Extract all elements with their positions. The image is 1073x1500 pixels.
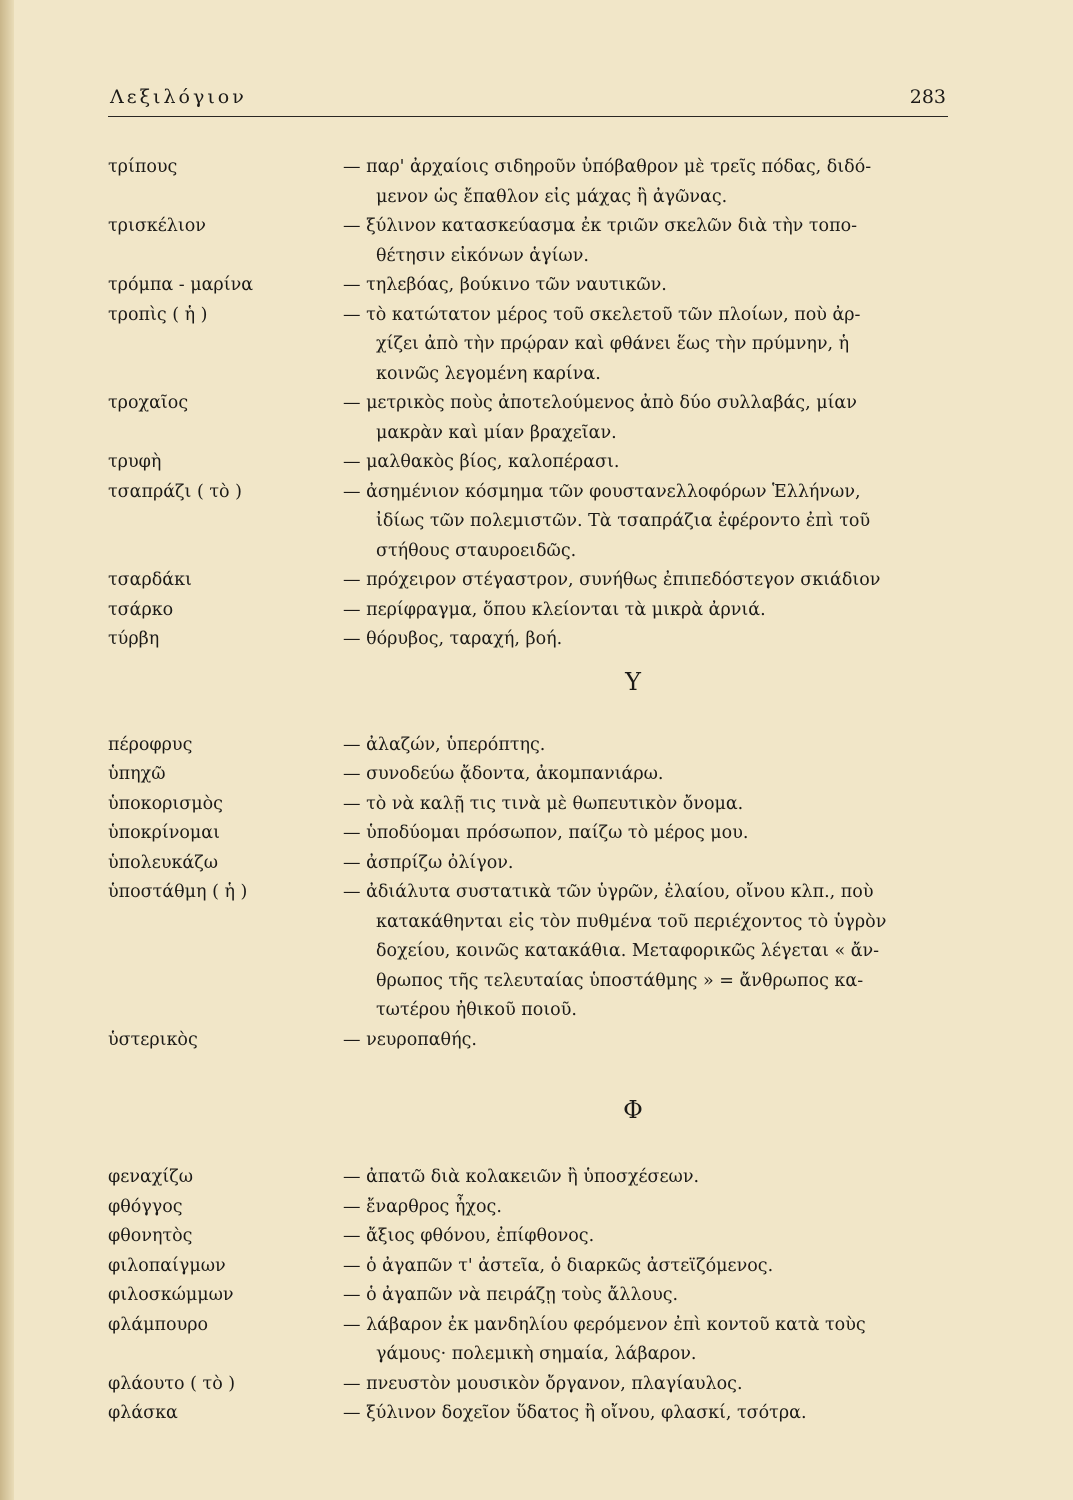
definition-line: — λάβαρον ἐκ μανδηλίου φερόμενον ἐπὶ κοντοῦ κατὰ τοὺς: [343, 1314, 866, 1335]
glossary-entry: [108, 153, 948, 212]
glossary-entry: [108, 1026, 948, 1056]
entry-term: τροπὶς ( ἡ ): [108, 304, 208, 325]
definition-line: — ἔναρθρος ἦχος.: [343, 1196, 502, 1217]
entry-definition: [343, 301, 948, 390]
definition-line: μενον ὡς ἔπαθλον εἰς μάχας ἢ ἀγῶνας.: [376, 186, 728, 207]
glossary-entry: [108, 819, 948, 849]
definition-line: κοινῶς λεγομένη καρίνα.: [376, 363, 601, 384]
entry-definition: [343, 1370, 948, 1400]
definition-line: κατακάθηνται εἰς τὸν πυθμένα τοῦ περιέχοντος τὸ ὑγρὸν: [376, 911, 887, 932]
entry-definition: [343, 625, 948, 655]
entry-definition: [343, 819, 948, 849]
glossary-entry: [108, 1311, 948, 1370]
entry-term: τρυφὴ: [108, 452, 162, 472]
glossary-entry: [108, 566, 948, 596]
entry-term: τροχαῖος: [108, 393, 189, 413]
entry-definition: [343, 1163, 948, 1193]
entry-term: τσαρδάκι: [108, 570, 192, 590]
running-header: [108, 86, 948, 117]
entry-definition: [343, 212, 948, 271]
glossary-entry: [108, 625, 948, 655]
glossary-entry: [108, 1222, 948, 1252]
definition-line: δοχείου, κοινῶς κατακάθια. Μεταφορικῶς λέγεται « ἄν-: [376, 941, 880, 961]
glossary-entry: [108, 389, 948, 448]
glossary-entry: [108, 1370, 948, 1400]
definition-line: — νευροπαθής.: [343, 1029, 477, 1050]
definition-line: — ὑποδύομαι πρόσωπον, παίζω τὸ μέρος μου.: [343, 823, 749, 843]
definition-line: μακρὰν καὶ μίαν βραχεῖαν.: [376, 422, 617, 443]
definition-line: — ἀλαζών, ὑπερόπτης.: [343, 734, 546, 755]
entry-term: τσαπράζι ( τὸ ): [108, 481, 242, 502]
entry-term: φθόγγος: [108, 1196, 183, 1217]
entry-term: φθονητὸς: [108, 1226, 193, 1246]
definition-line: — μετρικὸς ποὺς ἀποτελούμενος ἀπὸ δύο συλλαβάς, μίαν: [343, 393, 857, 413]
entry-definition: [343, 1399, 948, 1429]
definition-line: — ἀσημένιον κόσμημα τῶν φουστανελλοφόρων Ἑλλήνων,: [343, 481, 861, 502]
glossary-entry: [108, 1252, 948, 1282]
glossary-entry: [108, 1163, 948, 1193]
entry-definition: [343, 448, 948, 478]
definition-line: — πνευστὸν μουσικὸν ὄργανον, πλαγίαυλος.: [343, 1373, 743, 1394]
entry-definition: [343, 1252, 948, 1282]
entry-term: φιλοσκώμμων: [108, 1285, 234, 1305]
definition-line: — θόρυβος, ταραχή, βοή.: [343, 629, 563, 649]
entry-definition: [343, 1193, 948, 1223]
entry-term: ὑστερικὸς: [108, 1029, 198, 1050]
definition-line: — ξύλινον κατασκεύασμα ἐκ τριῶν σκελῶν διὰ τὴν τοπο-: [343, 216, 858, 236]
glossary-entry: [108, 1193, 948, 1223]
entry-definition: [343, 1026, 948, 1056]
definition-line: — τὸ κατώτατον μέρος τοῦ σκελετοῦ τῶν πλοίων, ποὺ ἀρ-: [343, 304, 861, 325]
book-spine-edge: [0, 0, 14, 1500]
definition-line: — περίφραγμα, ὅπου κλείονται τὰ μικρὰ ἀρνιά.: [343, 599, 766, 620]
entry-term: τσάρκο: [108, 599, 174, 620]
definition-line: θρωπος τῆς τελευταίας ὑποστάθμης » = ἄνθρωπος κα-: [376, 970, 864, 991]
entry-definition: [343, 1281, 948, 1311]
glossary-entry: [108, 448, 948, 478]
entry-definition: [343, 731, 948, 761]
definition-line: — ὁ ἀγαπῶν τ' ἀστεῖα, ὁ διαρκῶς ἀστεϊζόμενος.: [343, 1255, 774, 1276]
entry-term: ὑποκορισμὸς: [108, 793, 223, 814]
entry-definition: [343, 153, 948, 212]
definition-line: — ξύλινον δοχεῖον ὕδατος ἢ οἴνου, φλασκί, τσότρα.: [343, 1403, 807, 1423]
glossary-page: [108, 86, 948, 1429]
definition-line: — ἀπατῶ διὰ κολακειῶν ἢ ὑποσχέσεων.: [343, 1167, 700, 1187]
definition-line: γάμους· πολεμικὴ σημαία, λάβαρον.: [376, 1344, 697, 1364]
definition-line: — ἀδιάλυτα συστατικὰ τῶν ὑγρῶν, ἐλαίου, οἴνου κλπ., ποὺ: [343, 882, 874, 902]
entry-term: πέροφρυς: [108, 734, 193, 755]
glossary-entry: [108, 1399, 948, 1429]
glossary-entry: [108, 478, 948, 567]
definition-line: — ἄξιος φθόνου, ἐπίφθονος.: [343, 1226, 595, 1246]
entry-term: τρισκέλιον: [108, 216, 206, 236]
entry-term: φλάουτο ( τὸ ): [108, 1373, 236, 1394]
entry-term: τύρβη: [108, 629, 160, 649]
definition-line: στήθους σταυροειδῶς.: [376, 540, 577, 561]
definition-line: ἰδίως τῶν πολεμιστῶν. Τὰ τσαπράζια ἐφέροντο ἐπὶ τοῦ: [376, 511, 871, 531]
entry-term: τρίπους: [108, 157, 178, 177]
entry-definition: [343, 566, 948, 596]
entry-term: ὑπηχῶ: [108, 764, 166, 784]
entry-term: ὑποκρίνομαι: [108, 823, 220, 843]
entry-term: ὑποστάθμη ( ἡ ): [108, 882, 248, 902]
definition-line: — ὁ ἀγαπῶν νὰ πειράζῃ τοὺς ἄλλους.: [343, 1285, 679, 1305]
entry-term: φλάσκα: [108, 1403, 178, 1423]
entry-definition: [343, 389, 948, 448]
entry-term: τρόμπα - μαρίνα: [108, 275, 254, 295]
definition-line: χίζει ἀπὸ τὴν πρῴραν καὶ φθάνει ἕως τὴν πρύμνην, ἡ: [376, 334, 850, 354]
definition-line: — μαλθακὸς βίος, καλοπέρασι.: [343, 452, 620, 472]
section-letter: Υ: [625, 667, 641, 696]
entry-definition: [343, 1222, 948, 1252]
definition-line: — τὸ νὰ καλῇ τις τινὰ μὲ θωπευτικὸν ὄνομα.: [343, 793, 744, 814]
section-letter: Φ: [623, 1096, 643, 1124]
entry-term: φιλοπαίγμων: [108, 1255, 226, 1276]
entry-definition: [343, 849, 948, 879]
glossary-entries: [108, 153, 948, 1429]
glossary-entry: [108, 596, 948, 626]
glossary-entry: [108, 878, 948, 1026]
glossary-entry: [108, 212, 948, 271]
glossary-entry: [108, 849, 948, 879]
glossary-entry: [108, 1281, 948, 1311]
glossary-entry: [108, 301, 948, 390]
definition-line: — ἀσπρίζω ὀλίγον.: [343, 852, 514, 873]
entry-term: φλάμπουρο: [108, 1314, 209, 1335]
entry-definition: [343, 478, 948, 567]
definition-line: θέτησιν εἰκόνων ἁγίων.: [376, 245, 589, 266]
definition-line: τωτέρου ἠθικοῦ ποιοῦ.: [376, 1000, 577, 1020]
glossary-entry: [108, 790, 948, 820]
definition-line: — συνοδεύω ᾄδοντα, ἀκομπανιάρω.: [343, 764, 664, 784]
entry-definition: [343, 790, 948, 820]
entry-definition: [343, 596, 948, 626]
entry-definition: [343, 271, 948, 301]
definition-line: — παρ' ἀρχαίοις σιδηροῦν ὑπόβαθρον μὲ τρεῖς πόδας, διδό-: [343, 157, 872, 177]
page-number: 283: [909, 86, 946, 108]
entry-definition: [343, 878, 948, 1026]
definition-line: — τηλεβόας, βούκινο τῶν ναυτικῶν.: [343, 275, 667, 295]
entry-term: ὑπολευκάζω: [108, 852, 218, 873]
entry-definition: [343, 1311, 948, 1370]
running-title: Λεξιλόγιον: [110, 86, 247, 108]
entry-definition: [343, 760, 948, 790]
definition-line: — πρόχειρον στέγαστρον, συνήθως ἐπιπεδόστεγον σκιάδιον: [343, 570, 881, 590]
glossary-entry: [108, 731, 948, 761]
glossary-entry: [108, 271, 948, 301]
entry-term: φεναχίζω: [108, 1167, 193, 1187]
glossary-entry: [108, 760, 948, 790]
